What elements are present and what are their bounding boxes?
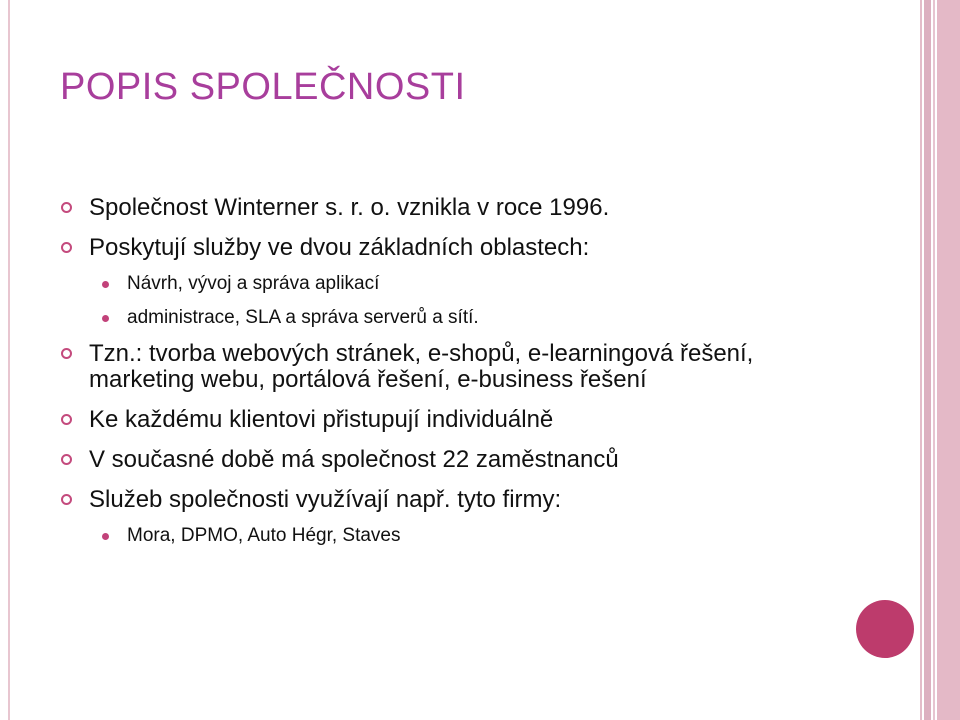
list-item: [60, 195, 840, 221]
sub-list-item: [60, 307, 840, 329]
dot-bullet-icon: [102, 533, 109, 540]
bullet-text: Poskytují služby ve dvou základních oblastech:: [89, 234, 590, 261]
decorative-circle: [856, 600, 914, 658]
ring-bullet-icon: [61, 494, 72, 505]
sub-bullet-text: administrace, SLA a správa serverů a sítí.: [127, 307, 479, 328]
sub-list-item: [60, 525, 840, 547]
list-item: [60, 447, 840, 473]
slide-title: POPIS SPOLEČNOSTI: [60, 66, 466, 108]
dot-bullet-icon: [102, 315, 109, 322]
bullet-text: V současné době má společnost 22 zaměstnanců: [89, 446, 619, 473]
dot-bullet-icon: [102, 281, 109, 288]
list-item: [60, 235, 840, 261]
bullet-text: Ke každému klientovi přistupují individuálně: [89, 406, 554, 433]
ring-bullet-icon: [61, 242, 72, 253]
stripe: [937, 0, 960, 720]
bullet-text: Služeb společnosti využívají např. tyto firmy:: [89, 486, 562, 513]
list-item: [60, 487, 840, 513]
left-decorative-rule: [8, 0, 10, 720]
stripe: [924, 0, 931, 720]
ring-bullet-icon: [61, 454, 72, 465]
ring-bullet-icon: [61, 414, 72, 425]
sub-list-item: [60, 273, 840, 295]
bullet-text: Tzn.: tvorba webových stránek, e-shopů, e-learningová řešení, marketing webu, portálová řešení, e-business řešení: [89, 340, 754, 393]
stripe: [920, 0, 922, 720]
ring-bullet-icon: [61, 348, 72, 359]
list-item: [60, 341, 840, 393]
sub-bullet-text: Návrh, vývoj a správa aplikací: [127, 273, 380, 294]
bullet-text: Společnost Winterner s. r. o. vznikla v roce 1996.: [89, 194, 610, 221]
stripe: [933, 0, 935, 720]
sub-bullet-text: Mora, DPMO, Auto Hégr, Staves: [127, 525, 401, 546]
ring-bullet-icon: [61, 202, 72, 213]
list-item: [60, 407, 840, 433]
bullet-list: [60, 195, 840, 559]
right-decorative-stripes: [920, 0, 960, 720]
